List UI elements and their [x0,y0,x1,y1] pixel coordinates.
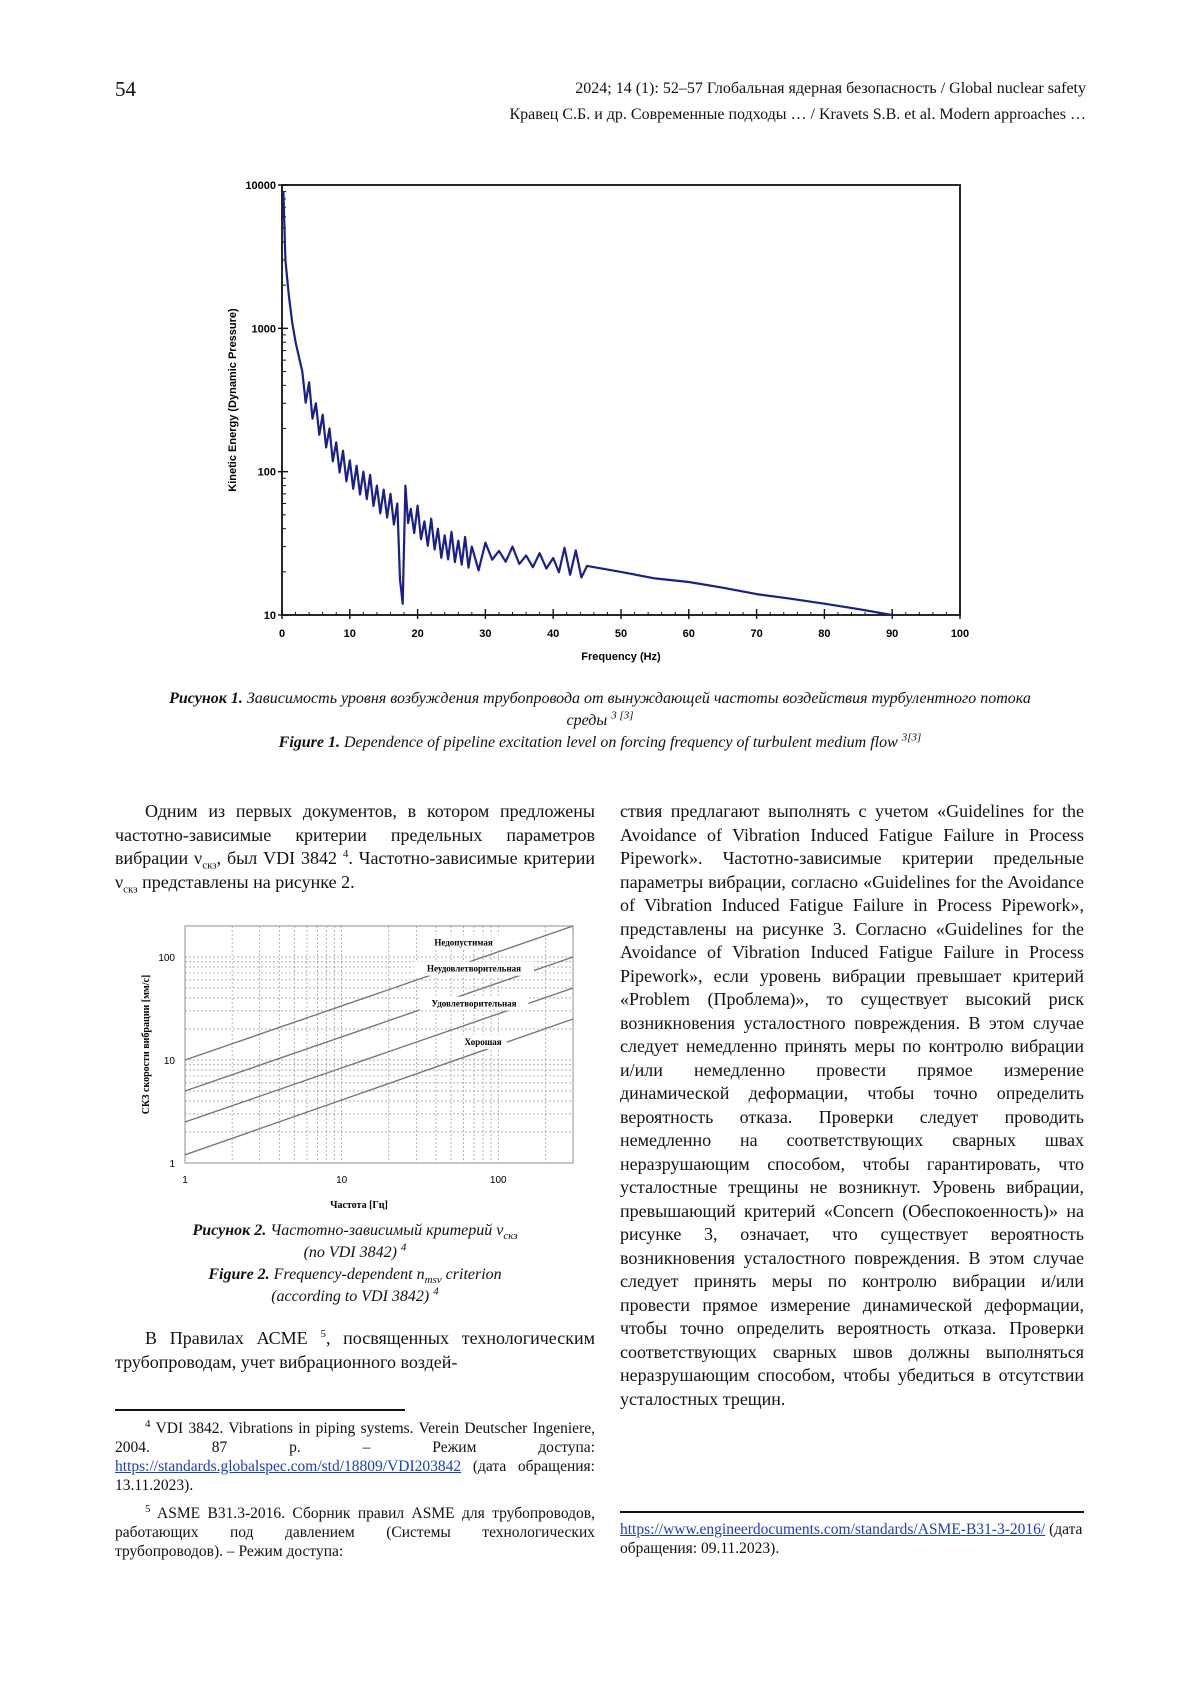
footnote-5-number: 5 [145,1502,151,1515]
para1-sub1: скз [202,859,217,872]
figure1-caption-en-ref: 3[3] [901,731,922,744]
figure1-plot-frame [282,185,960,615]
figure1-xtick-label: 100 [950,628,970,640]
figure1-xtick-label: 10 [343,628,356,640]
para1-text-c: . Частотно-зависимые критерии ν [115,848,596,892]
article-running-title: Кравец С.Б. и др. Современные подходы … / Kravets S.B. et al. Modern approaches … [509,106,1086,123]
figure2-zone-label: Недопустимая [434,937,493,948]
figure1-xtick-label: 60 [682,628,695,640]
figure2-caption-en-label: Figure 2. [208,1266,270,1283]
para1-text-d: представлены на рисунке 2. [137,871,355,892]
figure1-ytick-label: 1000 [251,323,276,336]
figure2-zone-label: Хорошая [464,1036,502,1047]
figure1-xtick-label: 30 [479,628,492,640]
footnote-4-number: 4 [145,1417,151,1430]
footnote-5-continuation [620,1520,1084,1558]
right-column-text [620,800,1084,1411]
figure1-ylabel: Kinetic Energy (Dynamic Pressure) [227,308,239,492]
left-column-para1 [115,800,595,894]
footnote-4-date: (дата обращения: 13.11.2023). [115,1458,595,1494]
figure2-caption-ru-text: Частотно-зависимый критерий ν [270,1222,504,1239]
figure1-xtick-label: 80 [818,628,831,640]
figure2-ytick-label: 100 [158,953,175,965]
para2-text-a: В Правилах АСМЕ [145,1328,308,1348]
figure2-xtick-label: 100 [489,1175,507,1186]
figure1-caption-en-text: Dependence of pipeline excitation level on forcing frequency of turbulent medium flow [344,734,898,751]
figure2-xtick-label: 1 [182,1175,188,1186]
figure1-caption-ru-text: Зависимость уровня возбуждения трубопровода от вынуждающей частоты воздействия турбулентного потока среды [246,690,1031,729]
figure2-ytick-label: 1 [169,1159,175,1170]
figure2-zone-label: Удовлетворительная [431,998,517,1009]
right-column-paragraph: ствия предлагают выполнять с учетом «Guidelines for the Avoidance of Vibration Induced Fatigue Failure in Process Pipework». Частотно-зависимые критерии предельные параметры вибрации, согласно «Guidelines for the Avoidance of Vibration Induced Fatigue Failure in Process Pipework», представлены на рисунке 3. Согласно «Guidelines for the Avoidance of Vibration Induced Fatigue Failure in Process Pipework», если уровень вибрации превышает критерий «Problem (Проблема)», то существует высокий риск возникновения усталостного повреждения. В этом случае следует немедленно принять меры по контролю вибрации и/или немедленно провести прямое измерение динамической деформации, чтобы точно определить вероятность отказа. Проверки следует проводить немедленно на соответствующих сварных швах неразрушающим способом, чтобы гарантировать, что усталостные трещины не возникнут. Уровень вибрации, превышающий критерий «Concern (Обеспокоенность)» на рисунке 3, означает, что существует вероятность возникновения усталостного повреждения. В этом случае следует принять меры по контролю вибрации и/или провести прямое измерение динамической деформации, чтобы точно определить вероятность отказа. Проверки соответствующих сварных швов должны выполняться неразрушающим способом, чтобы убедиться в отсутствии усталостных трещин. [620,801,1084,1409]
figure2-caption-ru-label: Рисунок 2. [192,1222,267,1239]
footnote-divider-left [115,1409,405,1411]
figure1-xtick-label: 20 [411,628,424,640]
figure2-ylabel: СКЗ скорости вибрации [мм/с] [141,974,152,1115]
figure1-chart [205,170,985,680]
figure1-ytick-label: 100 [257,466,276,479]
footnote-5 [115,1504,595,1561]
figure2-caption-en-text: Frequency-dependent n [273,1266,425,1283]
para1-text-b: , был VDI 3842 [216,848,337,868]
figure1-caption-en-label: Figure 1. [278,734,340,751]
figure1-caption [150,688,1050,754]
footnote-divider-right [620,1511,1084,1513]
footnote-4 [115,1419,595,1495]
page-number: 54 [115,77,136,101]
figure1-caption-ru-label: Рисунок 1. [169,690,243,707]
figure2-caption-ru-sup: 4 [400,1241,407,1254]
figure2-zone-label: Неудовлетворительная [426,963,522,974]
footnote-ref-4[interactable]: 4 [342,848,349,860]
figure2-caption-en-text3: (according to VDI 3842) [271,1288,430,1305]
figure2-xlabel: Частота [Гц] [330,1200,388,1211]
figure1-caption-ru-ref: 3 [3] [611,709,634,722]
footnote-4-text: VDI 3842. Vibrations in piping systems. Verein Deutscher Ingeniere, 2004. 87 p. – Режим доступа: [115,1420,595,1456]
figure2-ytick-label: 10 [163,1056,175,1068]
journal-header: 2024; 14 (1): 52–57 Глобальная ядерная безопасность / Global nuclear safety [575,80,1086,97]
footnote-5-link[interactable]: https://www.engineerdocuments.com/standards/ASME-B31-3-2016/ [620,1521,1046,1538]
footnote-5-text: ASME B31.3-2016. Сборник правил ASME для трубопроводов, работающих под давлением (Системы технологических трубопроводов). – Режим доступа: [115,1505,595,1560]
figure1-xtick-label: 50 [614,628,628,640]
footnote-ref-5[interactable]: 5 [320,1328,326,1340]
figure2-xtick-label: 10 [336,1175,348,1186]
left-column-para2 [115,1327,595,1374]
footnote-5-date: (дата обращения: 09.11.2023). [620,1521,1083,1557]
figure1-xlabel: Frequency (Hz) [581,651,661,663]
para1-text-a: Одним из первых документов, в котором предложены частотно-зависимые критерии предельных параметров вибрации ν [115,801,595,868]
figure1-ytick-label: 10000 [245,180,276,192]
figure2-caption-en-sub: msv [424,1274,442,1287]
figure1-xtick-label: 40 [547,628,560,640]
figure2-caption-en-text2: criterion [441,1266,502,1283]
figure1-xtick-label: 90 [886,628,899,640]
para2-text-b: , посвященных технологическим трубопроводам, учет вибрационного воздей- [115,1328,595,1372]
figure2-caption-en-sup: 4 [433,1285,439,1298]
figure1-xtick-label: 70 [750,628,763,640]
para1-sub2: скз [123,883,138,896]
figure2-caption-ru-sub: скз [503,1230,518,1243]
figure2-chart [115,918,595,1213]
figure2-caption [115,1220,595,1308]
footnote-4-link[interactable]: https://standards.globalspec.com/std/18809/VDI203842 [115,1458,462,1475]
figure1-xtick-label: 0 [278,628,286,640]
figure2-caption-ru-text2: (по VDI 3842) [303,1244,397,1261]
figure1-ytick-label: 10 [263,610,276,622]
